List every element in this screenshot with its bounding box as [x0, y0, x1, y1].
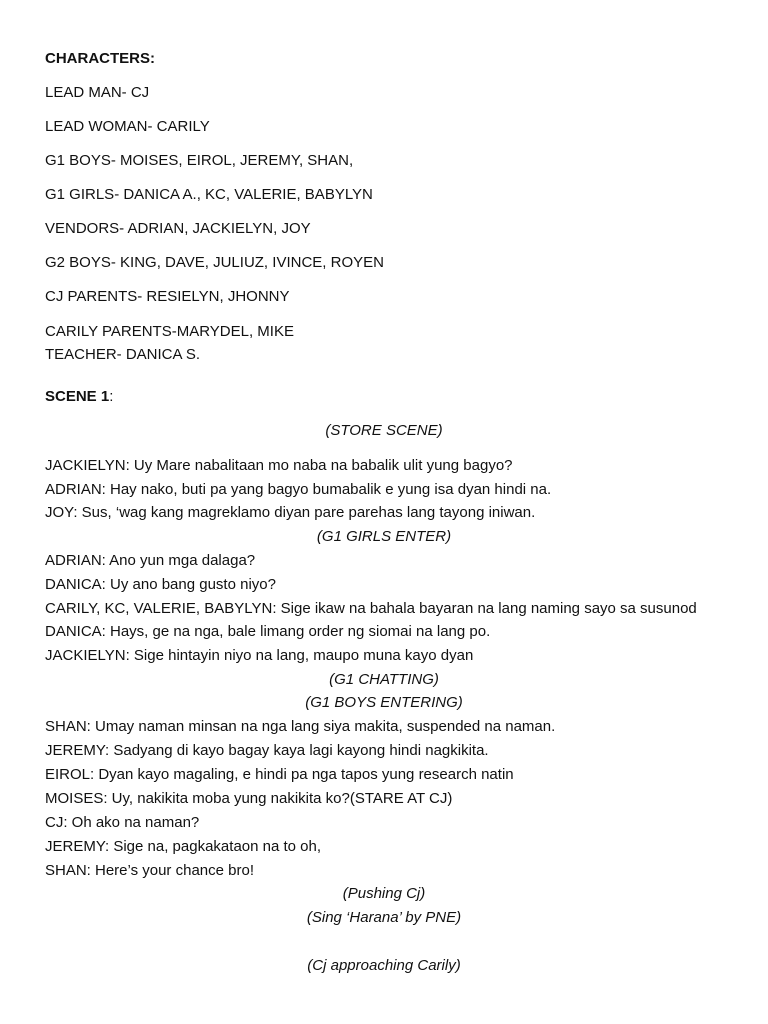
character-line: G1 BOYS- MOISES, EIROL, JEREMY, SHAN, [45, 152, 354, 169]
stage-direction: (G1 CHATTING) [329, 671, 439, 688]
dialogue-line: EIROL: Dyan kayo magaling, e hindi pa nga tapos yung research natin [45, 766, 514, 783]
characters-heading: CHARACTERS: [45, 50, 155, 67]
dialogue-line: SHAN: Here’s your chance bro! [45, 862, 254, 879]
character-line: G1 GIRLS- DANICA A., KC, VALERIE, BABYLYN [45, 186, 373, 203]
character-line: CARILY PARENTS-MARYDEL, MIKE [45, 323, 294, 340]
dialogue-line: SHAN: Umay naman minsan na nga lang siya makita, suspended na naman. [45, 718, 556, 735]
character-line: CJ PARENTS- RESIELYN, JHONNY [45, 288, 290, 305]
stage-direction: (Pushing Cj) [342, 885, 426, 902]
dialogue-line: CARILY, KC, VALERIE, BABYLYN: Sige ikaw na bahala bayaran na lang naming sayo sa susunod [45, 600, 697, 617]
character-line: LEAD MAN- CJ [45, 84, 150, 101]
stage-direction: (Cj approaching Carily) [307, 957, 461, 974]
stage-direction: (G1 GIRLS ENTER) [316, 528, 452, 545]
character-line: TEACHER- DANICA S. [45, 346, 201, 363]
dialogue-line: DANICA: Uy ano bang gusto niyo? [45, 576, 276, 593]
character-line: LEAD WOMAN- CARILY [45, 118, 210, 135]
scene-heading-colon: : [109, 388, 114, 405]
stage-direction: (G1 BOYS ENTERING) [305, 694, 463, 711]
dialogue-line: ADRIAN: Hay nako, buti pa yang bagyo bumabalik e yung isa dyan hindi na. [45, 481, 552, 498]
dialogue-line: CJ: Oh ako na naman? [45, 814, 200, 831]
dialogue-line: JEREMY: Sadyang di kayo bagay kaya lagi kayong hindi nagkikita. [45, 742, 489, 759]
character-line: G2 BOYS- KING, DAVE, JULIUZ, IVINCE, ROYEN [45, 254, 384, 271]
scene-heading-label: SCENE 1 [45, 388, 110, 405]
dialogue-line: DANICA: Hays, ge na nga, bale limang order ng siomai na lang po. [45, 623, 491, 640]
dialogue-line: JACKIELYN: Uy Mare nabalitaan mo naba na babalik ulit yung bagyo? [45, 457, 513, 474]
dialogue-line: JACKIELYN: Sige hintayin niyo na lang, maupo muna kayo dyan [45, 647, 474, 664]
scene-heading [45, 388, 113, 406]
stage-direction: (STORE SCENE) [325, 422, 443, 439]
dialogue-line: ADRIAN: Ano yun mga dalaga? [45, 552, 256, 569]
stage-direction: (Sing ‘Harana’ by PNE) [306, 909, 462, 926]
dialogue-line: MOISES: Uy, nakikita moba yung nakikita ko?(STARE AT CJ) [45, 790, 453, 807]
dialogue-line: JEREMY: Sige na, pagkakataon na to oh, [45, 838, 322, 855]
character-line: VENDORS- ADRIAN, JACKIELYN, JOY [45, 220, 311, 237]
dialogue-line: JOY: Sus, ‘wag kang magreklamo diyan pare parehas lang tayong iniwan. [45, 504, 536, 521]
